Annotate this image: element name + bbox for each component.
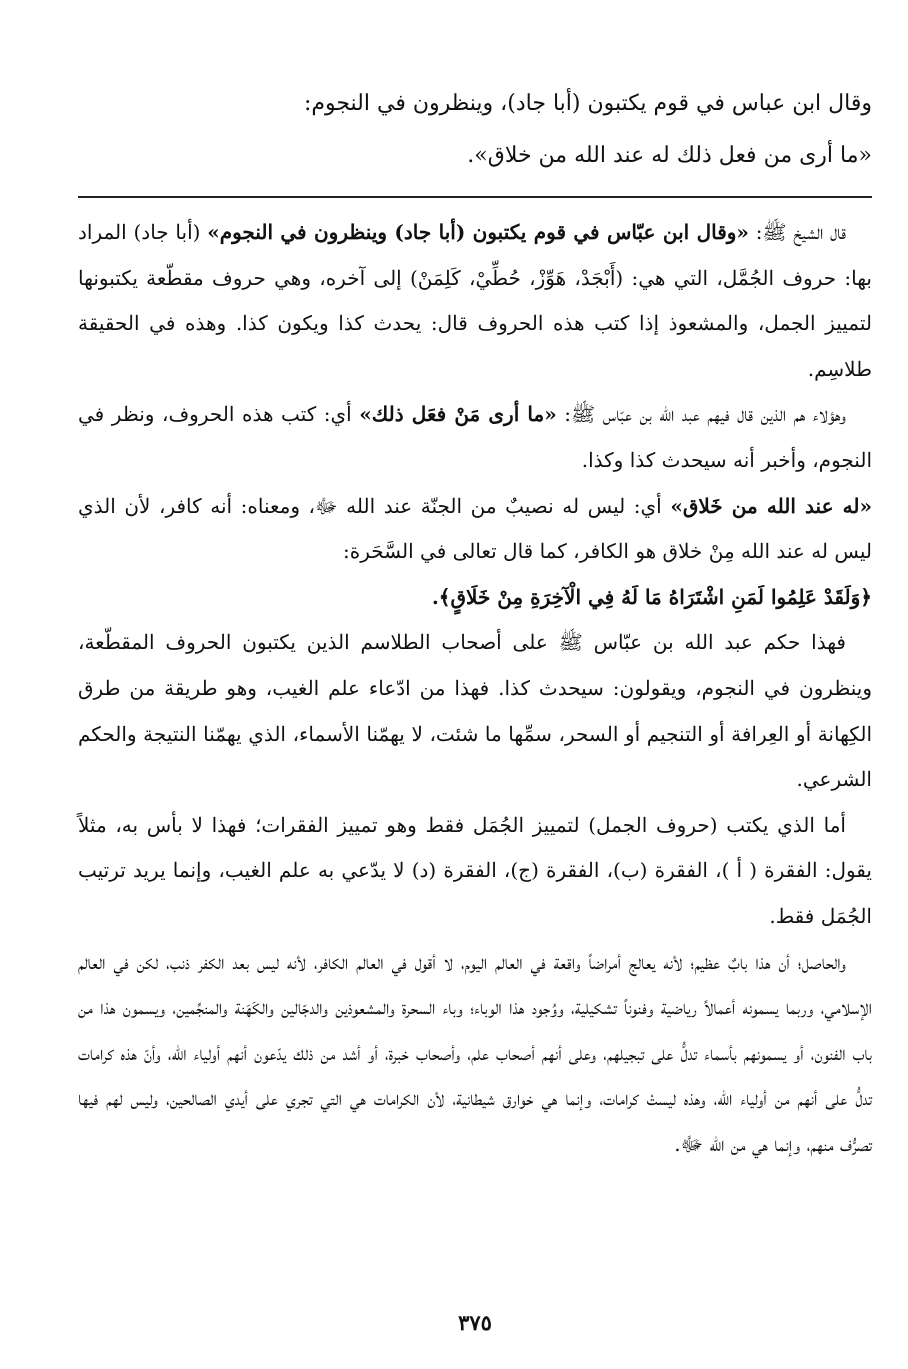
commentary-block: [78, 210, 872, 1167]
separator-rule: [78, 196, 872, 198]
commentary-paragraph-5: أما الذي يكتب (حروف الجمل) لتمييز الجُمَل فقط وهو تمييز الفقرات؛ فهذا لا بأس به، مثلاً يقول: الفقرة ( أ )، الفقرة (ب)، الفقرة (ج)، الفقرة (د) لا يدّعي به علم الغيب، وإنما يريد ترتيب الجُمَل فقط.: [78, 812, 872, 928]
page-number: ٣٧٥: [458, 1310, 492, 1335]
matn-line-1: وقال ابن عباس في قوم يكتبون (أبا جاد)، وينظرون في النجوم:: [303, 91, 872, 116]
commentary-paragraph-2: [78, 392, 872, 483]
matn-line-2: «ما أرى من فعل ذلك له عند الله من خلاق».: [467, 143, 872, 168]
commentary-paragraph-6: والحاصل؛ أن هذا بابٌ عظيم؛ لأنه يعالج أمراضاً واقعة في العالم اليوم، لا أقول في العالم الكافر، لأنه ليس بعد الكفر ذنب، لكن في العالم الإسلامي، وربما يسمونه أعمالاً رياضية وفنوناً تشكيلية، ووُجود هذا الوباء؛ وباء السحرة والمشعوذين والدجّالين والكَهَنة والمنجِّمين، ويسمون هذا من باب الفنون، أو يسمونهم بأسماء تدلُّ على تبجيلهم، وعلى أنهم أصحاب علم، وأصحاب خبرة، أو أشد من ذلك يدّعون أنهم أولياء الله، وأنّ هذه كرامات تدلُّ على أنهم من أولياء الله، وهذه ليستْ كرامات، وإنما هي خوارق شيطانية، لأن الكرامات هي التي تجري على أيدي الصالحين، وليس لهم فيها تصرُّف منهم، وإنما هي من الله ﷻ.: [78, 949, 872, 1156]
quoted-matn: «ما أرى مَنْ فعَل ذلك»: [359, 402, 557, 427]
commentary-paragraph-4: فهذا حكم عبد الله بن عبّاس ﷺ على أصحاب الطلاسم الذين يكتبون الحروف المقطّعة، وينظرون في النجوم، ويقولون: سيحدث كذا. فهذا من ادّعاء علم الغيب، وهو طريقة من طرق الكِهانة أو العِرافة أو التنجيم أو السحر، سمِّها ما شئت، لا يهمّنا الأسماء، الذي يهمّنا النتيجة والحكم الشرعي.: [78, 630, 872, 792]
paragraph-text: (أبا جاد) المراد بها: حروف الجُمَّل، التي هي: (أَبْجَدْ، هَوِّزْ، حُطِّيْ، كَلِمَنْ) إلى آخره، وهي حروف مقطّعة يكتبونها لتمييز الجمل، والمشعوذ إذا كتب هذه الحروف قال: يحدث كذا ويكون كذا. وهذه في الحقيقة طلاسِم.: [78, 220, 872, 381]
commentary-paragraph-3: [78, 484, 872, 621]
commentary-paragraph-1: [78, 210, 872, 392]
paragraph-lead: وهؤلاء هم الذين قال فيهم عبد الله بن عبّاس ﷺ:: [556, 402, 846, 427]
paragraph-text: أي: كتب هذه الحروف، ونظر في النجوم، وأخبر أنه سيحدث كذا وكذا.: [78, 402, 872, 472]
matn-block: [78, 78, 872, 182]
book-page: [78, 78, 872, 1348]
quoted-matn: «له عند الله من خَلاق»: [670, 493, 872, 518]
quoted-matn: «وقال ابن عبّاس في قوم يكتبون (أبا جاد) وينظرون في النجوم»: [207, 220, 749, 244]
paragraph-text: أي: ليس له نصيبٌ من الجنّة عند الله ﷻ، ومعناه: أنه كافر، لأن الذي ليس له عند الله مِنْ خلاق هو الكافر، كما قال تعالى في السَّحَرة:: [78, 493, 872, 564]
paragraph-lead: قال الشيخ ﷺ:: [748, 220, 846, 244]
quran-verse: ﴿وَلَقَدْ عَلِمُوا لَمَنِ اشْتَرَاهُ مَا لَهُ فِي الْآخِرَةِ مِنْ خَلَاقٍ﴾.: [431, 584, 872, 609]
